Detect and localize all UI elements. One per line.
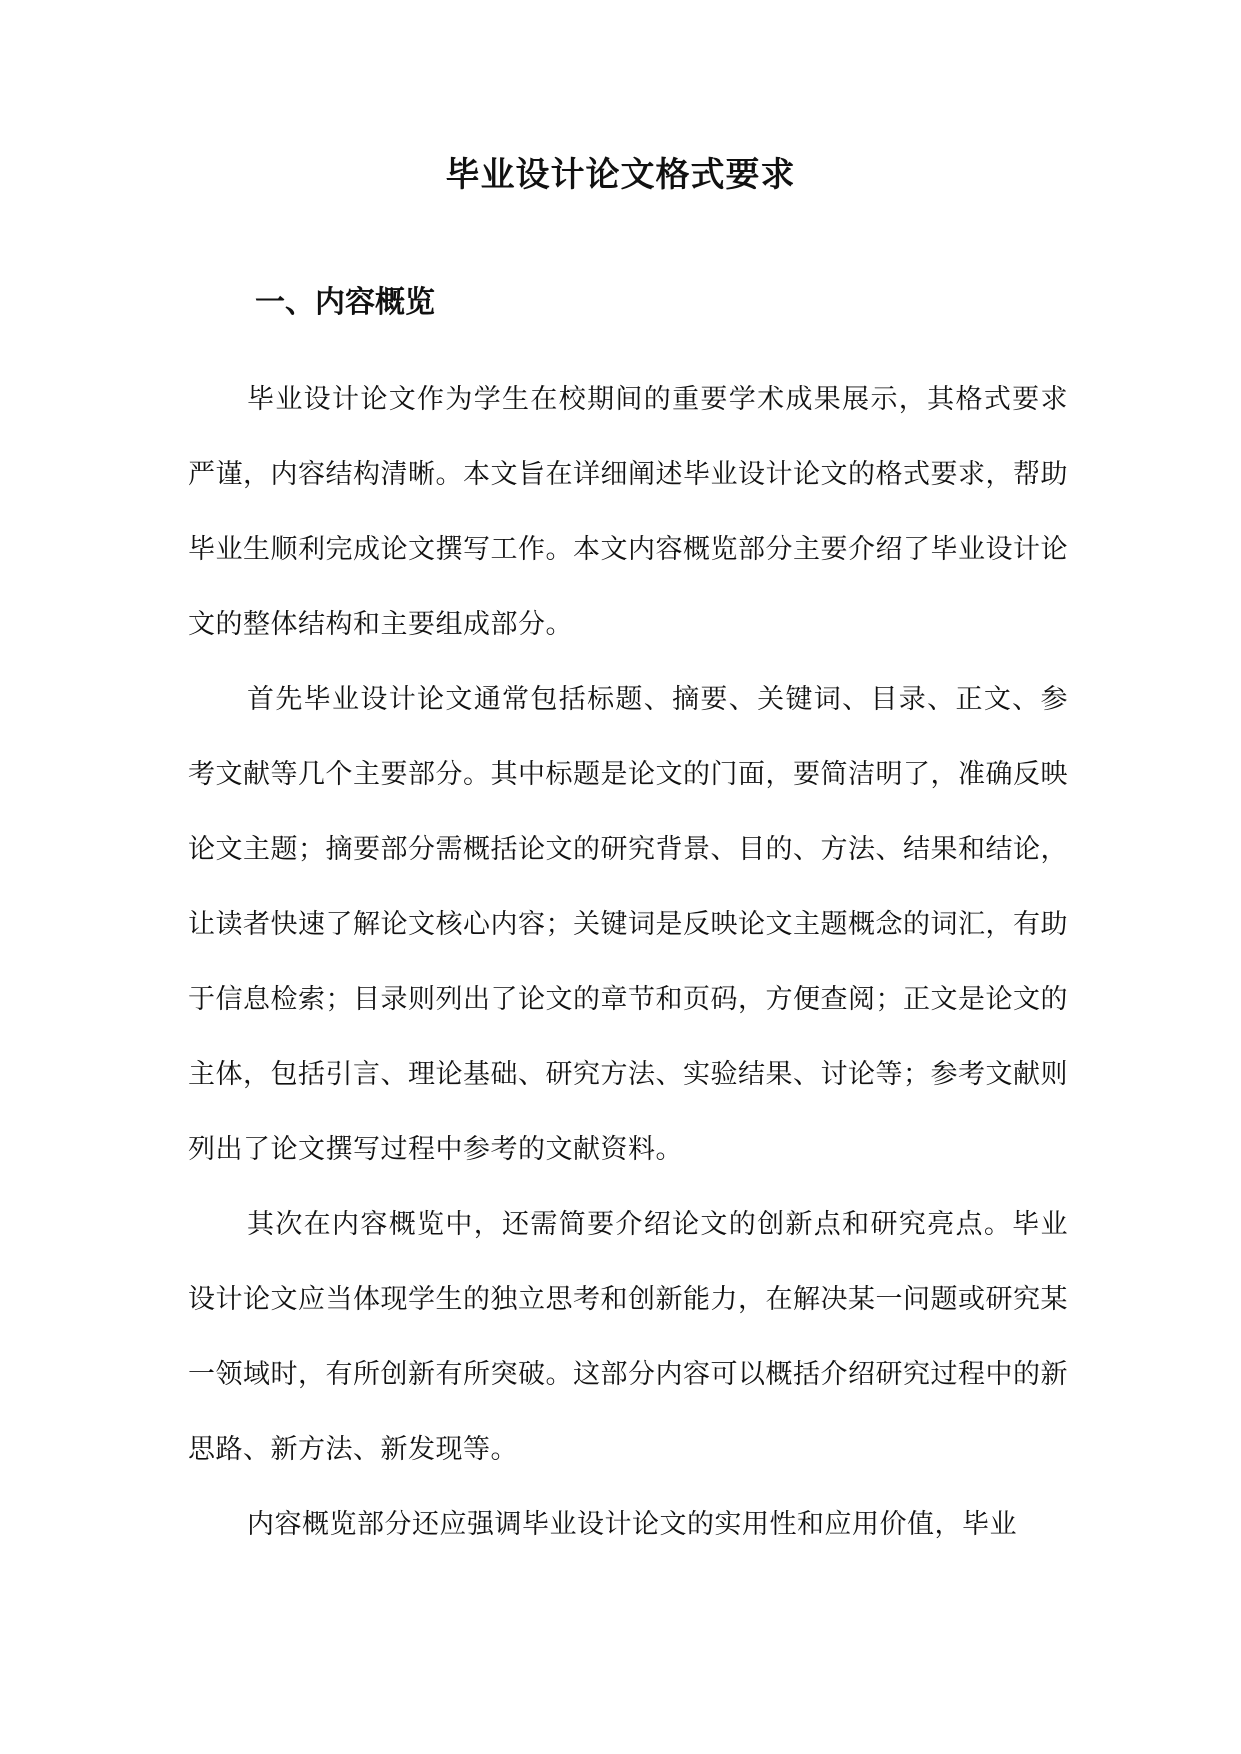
document-title: 毕业设计论文格式要求: [445, 155, 796, 195]
paragraph: 毕业设计论文作为学生在校期间的重要学术成果展示，其格式要求严谨，内容结构清晰。本文旨在详细阐述毕业设计论文的格式要求，帮助毕业生顺利完成论文撰写工作。本文内容概览部分主要介绍了毕业设计论文的整体结构和主要组成部分。: [188, 384, 1068, 640]
paragraph: 其次在内容概览中，还需简要介绍论文的创新点和研究亮点。毕业设计论文应当体现学生的独立思考和创新能力，在解决某一问题或研究某一领域时，有所创新有所突破。这部分内容可以概括介绍研究过程中的新思路、新方法、新发现等。: [188, 1209, 1068, 1465]
paragraph: 内容概览部分还应强调毕业设计论文的实用性和应用价值，毕业: [247, 1509, 1017, 1540]
paragraph: 首先毕业设计论文通常包括标题、摘要、关键词、目录、正文、参考文献等几个主要部分。其中标题是论文的门面，要简洁明了，准确反映论文主题；摘要部分需概括论文的研究背景、目的、方法、结果和结论，让读者快速了解论文核心内容；关键词是反映论文主题概念的词汇，有助于信息检索；目录则列出了论文的章节和页码，方便查阅；正文是论文的主体，包括引言、理论基础、研究方法、实验结果、讨论等；参考文献则列出了论文撰写过程中参考的文献资料。: [188, 684, 1068, 1165]
body-text: [188, 362, 1068, 1562]
section-heading: 一、内容概览: [255, 285, 435, 320]
